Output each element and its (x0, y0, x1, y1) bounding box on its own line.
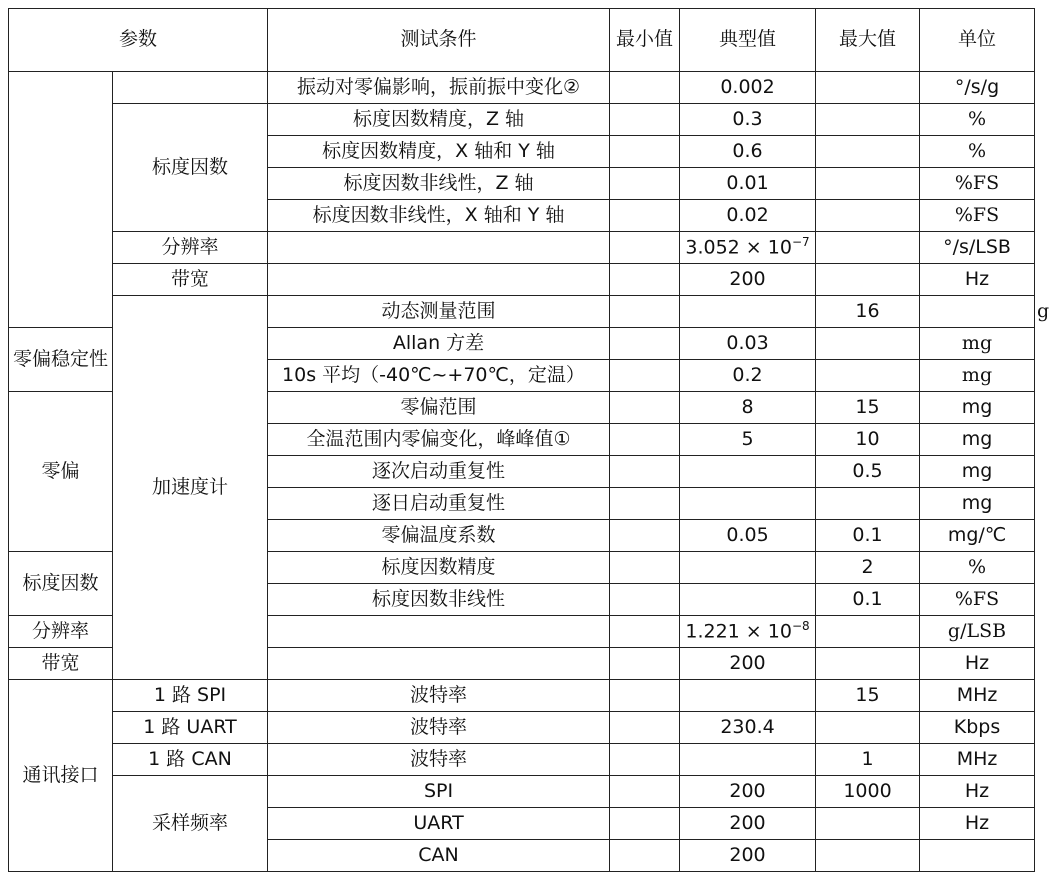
unit-cell: mg (920, 360, 1035, 392)
min-cell (610, 776, 680, 808)
typ-cell: 0.002 (680, 72, 816, 104)
max-cell: 0.5 (816, 456, 920, 488)
min-cell (610, 424, 680, 456)
max-cell (920, 296, 1035, 328)
min-cell (610, 232, 680, 264)
table-row (9, 712, 1035, 744)
typ-cell: 0.3 (680, 104, 816, 136)
typ-cell (680, 456, 816, 488)
condition-cell: 标度因数非线性 (268, 584, 610, 616)
unit-cell: mg/℃ (920, 520, 1035, 552)
param-cell: 1 路 SPI (113, 680, 268, 712)
max-cell (816, 840, 920, 872)
condition-cell: 标度因数精度，X 轴和 Y 轴 (268, 136, 610, 168)
param-cell: 带宽 (113, 264, 268, 296)
typ-cell: 200 (680, 264, 816, 296)
condition-cell: 振动对零偏影响，振前振中变化② (268, 72, 610, 104)
table-row (9, 744, 1035, 776)
typ-cell: 0.05 (680, 520, 816, 552)
min-cell (610, 520, 680, 552)
condition-cell: 标度因数非线性，Z 轴 (268, 168, 610, 200)
max-cell (816, 104, 920, 136)
typ-cell (680, 552, 816, 584)
unit-cell: Kbps (920, 712, 1035, 744)
unit-cell: MHz (920, 744, 1035, 776)
table-row (9, 104, 1035, 136)
max-cell: 10 (816, 424, 920, 456)
max-cell (816, 264, 920, 296)
min-cell (610, 616, 680, 648)
typ-cell: 200 (680, 840, 816, 872)
condition-cell: UART (268, 808, 610, 840)
min-cell (610, 808, 680, 840)
condition-cell (268, 648, 610, 680)
min-cell (610, 136, 680, 168)
unit-cell: Hz (920, 776, 1035, 808)
condition-cell: Allan 方差 (268, 328, 610, 360)
typ-cell: 200 (680, 648, 816, 680)
table-row (9, 232, 1035, 264)
max-cell (816, 168, 920, 200)
min-cell (610, 584, 680, 616)
typ-cell: 0.6 (680, 136, 816, 168)
unit-cell: mg (920, 392, 1035, 424)
condition-cell (610, 296, 680, 328)
typ-cell (680, 616, 816, 648)
condition-cell: 波特率 (268, 680, 610, 712)
min-cell (610, 680, 680, 712)
min-cell (610, 456, 680, 488)
min-cell (610, 648, 680, 680)
param-cell: 分辨率 (9, 616, 113, 648)
typ-cell: 5 (680, 424, 816, 456)
min-cell (610, 840, 680, 872)
group-cell-comm: 通讯接口 (9, 680, 113, 872)
group-cell-accel: 加速度计 (113, 296, 268, 680)
unit-cell: mg (920, 488, 1035, 520)
typ-cell: 0.01 (680, 168, 816, 200)
unit-cell: %FS (920, 200, 1035, 232)
unit-cell: mg (920, 424, 1035, 456)
max-cell (816, 712, 920, 744)
param-cell: 带宽 (9, 648, 113, 680)
header-unit: 单位 (920, 9, 1035, 72)
table-row (9, 680, 1035, 712)
unit-cell: Hz (920, 808, 1035, 840)
max-cell (816, 328, 920, 360)
max-cell (816, 360, 920, 392)
group-cell-gyro (9, 72, 113, 328)
min-cell (610, 168, 680, 200)
typ-cell: 200 (680, 808, 816, 840)
unit-cell: °/s/LSB (920, 232, 1035, 264)
max-cell (816, 616, 920, 648)
typ-cell: 16 (816, 296, 920, 328)
typ-mantissa: 1.221 × 10 (685, 620, 792, 643)
min-cell (610, 264, 680, 296)
condition-cell: 逐次启动重复性 (268, 456, 610, 488)
unit-cell: Hz (920, 648, 1035, 680)
header-typ: 典型值 (680, 9, 816, 72)
header-param: 参数 (9, 9, 268, 72)
unit-cell: % (920, 552, 1035, 584)
condition-cell (268, 232, 610, 264)
min-cell (610, 360, 680, 392)
min-cell (680, 296, 816, 328)
unit-cell: Hz (920, 264, 1035, 296)
min-cell (610, 552, 680, 584)
typ-cell (680, 680, 816, 712)
unit-cell: °/s/g (920, 72, 1035, 104)
max-cell: 1000 (816, 776, 920, 808)
param-cell (113, 72, 268, 104)
header-max: 最大值 (816, 9, 920, 72)
param-cell: 1 路 CAN (113, 744, 268, 776)
condition-cell: 全温范围内零偏变化，峰峰值① (268, 424, 610, 456)
max-cell: 15 (816, 680, 920, 712)
condition-cell: 标度因数非线性，X 轴和 Y 轴 (268, 200, 610, 232)
max-cell (816, 648, 920, 680)
max-cell (816, 488, 920, 520)
condition-cell: 零偏范围 (268, 392, 610, 424)
typ-exponent: −7 (791, 234, 810, 249)
param-cell: 零偏稳定性 (9, 328, 113, 392)
max-cell (816, 72, 920, 104)
param-cell: 分辨率 (113, 232, 268, 264)
header-condition: 测试条件 (268, 9, 610, 72)
table-row (9, 776, 1035, 808)
typ-cell: 0.02 (680, 200, 816, 232)
min-cell (610, 744, 680, 776)
min-cell (610, 328, 680, 360)
param-cell: 1 路 UART (113, 712, 268, 744)
max-cell: 2 (816, 552, 920, 584)
unit-cell: mg (920, 328, 1035, 360)
param-cell: 采样频率 (113, 776, 268, 872)
typ-exponent: −8 (791, 618, 810, 633)
typ-cell: 8 (680, 392, 816, 424)
condition-cell: 10s 平均（-40℃~+70℃，定温） (268, 360, 610, 392)
max-cell: 15 (816, 392, 920, 424)
typ-cell: 200 (680, 776, 816, 808)
max-cell: 0.1 (816, 584, 920, 616)
typ-cell (680, 232, 816, 264)
condition-cell (268, 616, 610, 648)
typ-cell: 230.4 (680, 712, 816, 744)
unit-cell: %FS (920, 168, 1035, 200)
min-cell (610, 104, 680, 136)
param-cell: 零偏 (9, 392, 113, 552)
min-cell (610, 712, 680, 744)
typ-cell (680, 744, 816, 776)
condition-cell: 标度因数精度 (268, 552, 610, 584)
condition-cell: CAN (268, 840, 610, 872)
max-cell: 0.1 (816, 520, 920, 552)
condition-cell (268, 264, 610, 296)
unit-cell: g/LSB (920, 616, 1035, 648)
table-row: 加速度计 动态测量范围 16 g (9, 296, 1035, 328)
max-cell (816, 136, 920, 168)
max-cell: 1 (816, 744, 920, 776)
typ-cell (680, 488, 816, 520)
condition-cell: SPI (268, 776, 610, 808)
min-cell (610, 392, 680, 424)
header-row (9, 9, 1035, 72)
typ-mantissa: 3.052 × 10 (685, 236, 792, 259)
condition-cell: 波特率 (268, 744, 610, 776)
unit-cell: %FS (920, 584, 1035, 616)
typ-cell: 0.2 (680, 360, 816, 392)
header-min: 最小值 (610, 9, 680, 72)
unit-cell (920, 840, 1035, 872)
table-row (9, 72, 1035, 104)
param-cell: 标度因数 (9, 552, 113, 616)
param-cell: 标度因数 (113, 104, 268, 232)
condition-cell: 逐日启动重复性 (268, 488, 610, 520)
table-row (9, 264, 1035, 296)
unit-cell: mg (920, 456, 1035, 488)
unit-cell: % (920, 136, 1035, 168)
typ-cell (680, 584, 816, 616)
condition-cell: 波特率 (268, 712, 610, 744)
param-cell: 动态测量范围 (268, 296, 610, 328)
condition-cell: 零偏温度系数 (268, 520, 610, 552)
unit-cell: % (920, 104, 1035, 136)
unit-cell: MHz (920, 680, 1035, 712)
min-cell (610, 200, 680, 232)
typ-cell: 0.03 (680, 328, 816, 360)
max-cell (816, 808, 920, 840)
max-cell (816, 200, 920, 232)
condition-cell: 标度因数精度，Z 轴 (268, 104, 610, 136)
max-cell (816, 232, 920, 264)
min-cell (610, 72, 680, 104)
spec-table (8, 8, 1049, 872)
min-cell (610, 488, 680, 520)
